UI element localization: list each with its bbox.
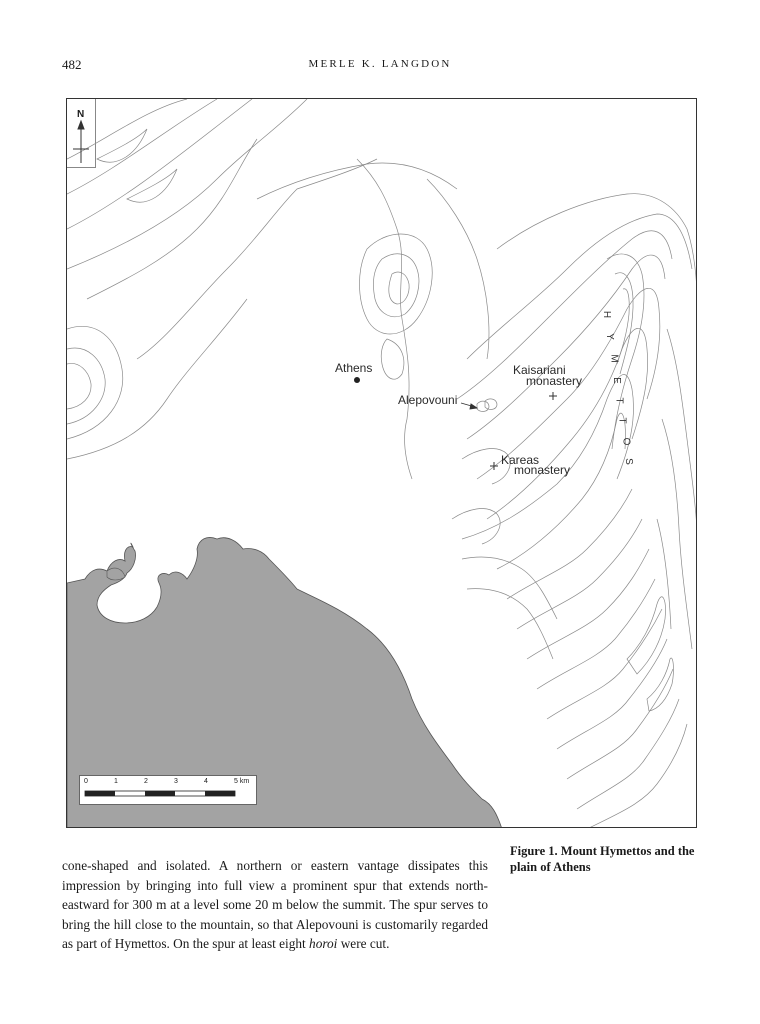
scale-label: 2 bbox=[144, 778, 148, 785]
kareas-label-line1: Kareas bbox=[501, 453, 540, 467]
map-figure bbox=[66, 98, 697, 828]
scale-bar-graphic bbox=[80, 776, 256, 804]
scale-label: 4 bbox=[204, 778, 208, 785]
athens-label: Athens bbox=[335, 361, 373, 375]
body-italic-term: horoi bbox=[309, 936, 338, 951]
hymettos-letter: O bbox=[620, 437, 632, 446]
figure-caption: Figure 1. Mount Hymettos and the plain of Athens bbox=[510, 844, 695, 874]
body-paragraph bbox=[62, 856, 488, 954]
scale-bar bbox=[79, 775, 257, 805]
scale-label: 1 bbox=[114, 778, 118, 785]
running-head: MERLE K. LANGDON bbox=[308, 58, 452, 70]
hymettos-letter: M bbox=[608, 354, 620, 363]
scale-label: 5 km bbox=[234, 778, 250, 785]
athens-marker bbox=[354, 377, 360, 383]
north-label: N bbox=[77, 109, 85, 120]
hymettos-letter: H bbox=[601, 310, 613, 319]
hymettos-letter: Y bbox=[603, 333, 615, 340]
scale-label: 3 bbox=[174, 778, 178, 785]
kaisariani-label-line2: monastery bbox=[526, 374, 583, 388]
hymettos-letter: T bbox=[613, 397, 625, 404]
body-text-part2: were cut. bbox=[337, 936, 390, 951]
map-drawing bbox=[67, 99, 697, 828]
scale-label: 0 bbox=[84, 778, 88, 785]
hymettos-letter: E bbox=[610, 377, 622, 384]
kaisariani-marker bbox=[549, 392, 557, 400]
kareas-label-line2: monastery bbox=[514, 463, 571, 477]
alepovouni-label: Alepovouni bbox=[398, 393, 458, 407]
hymettos-letter: T bbox=[616, 417, 628, 424]
page-number: 482 bbox=[62, 57, 82, 72]
alepovouni-arrow bbox=[461, 403, 477, 409]
hymettos-letter: S bbox=[622, 458, 634, 465]
body-text-part1: cone-shaped and isolated. A northern or eastern vantage dissipates this impression by bringing into full view a prominent spur that extends north-eastward for 300 m at a level some 20 m below the summit. The spur serves to bring the hill close to the mountain, so that Alepovouni is customarily regarded as part of Hymettos. On the spur at least eight bbox=[62, 858, 488, 951]
kaisariani-label-line1: Kaisariani bbox=[513, 363, 566, 377]
